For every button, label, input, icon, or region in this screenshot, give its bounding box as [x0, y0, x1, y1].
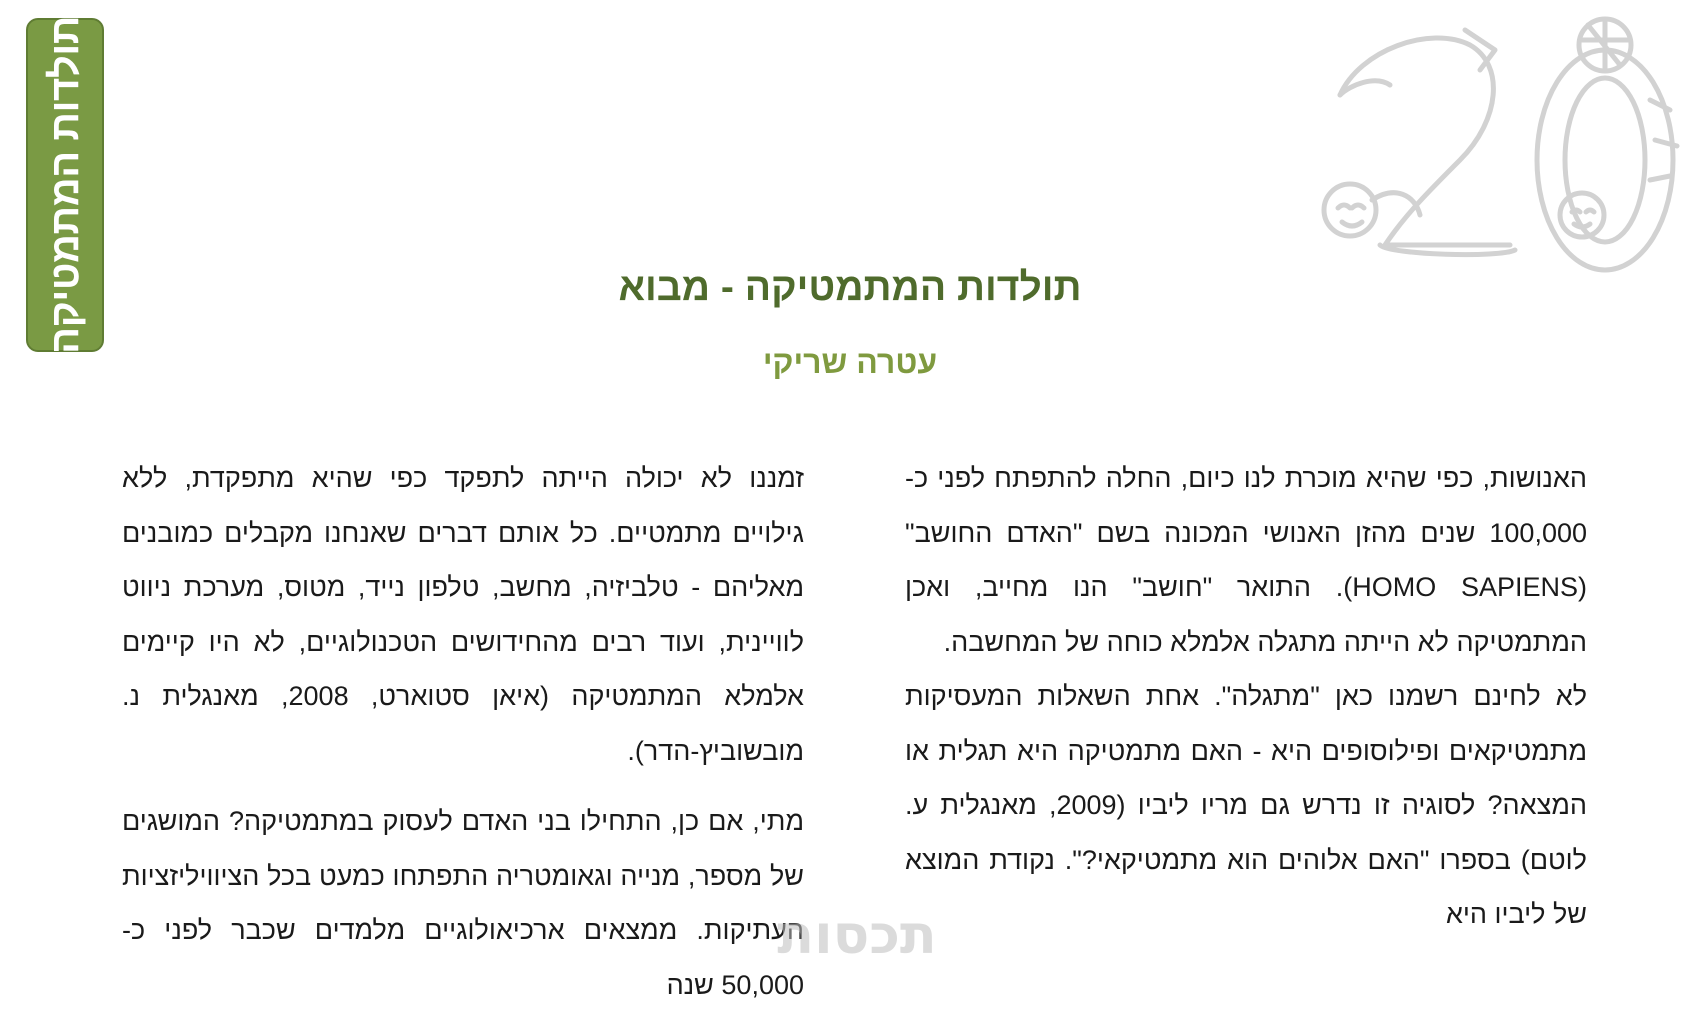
left-column — [122, 451, 804, 1012]
paragraph: לא לחינם רשמנו כאן "מתגלה". אחת השאלות המעסיקות מתמטיקאים ופילוסופים היא - האם מתמטיקה היא תגלית או המצאה? לסוגיה זו נדרש גם מריו ליביו (2009, מאנגלית ע. לוטם) בספרו "האם אלוהים הוא מתמטיקאי?". נקודת המוצא של ליביו היא — [905, 681, 1587, 929]
paragraph: מתי, אם כן, התחילו בני האדם לעסוק במתמטיקה? המושגים של מספר, מנייה וגאומטריה התפתחו כמעט בכל הציוויליזציות העתיקות. ממצאים ארכיאולוגיים מלמדים שכבר לפני כ- 50,000 שנה — [122, 806, 804, 1000]
right-column — [905, 451, 1587, 942]
paragraph: זמננו לא יכולה הייתה לתפקד כפי שהיא מתפקדת, ללא גילויים מתמטיים. כל אותם דברים שאנחנו מקבלים כמובנים מאליהם - טלביזיה, מחשב, טלפון נייד, מטוס, מערכת ניווט לוויינית, ועוד רבים מהחידושים הטכנולוגיים, לא היו קיימים אלמלא המתמטיקה (איאן סטוארט, 2008, מאנגלית נ. מובשוביץ-הדר). — [122, 463, 804, 766]
section-tab-label: תולדות המתמטיקה — [42, 16, 87, 354]
figures-number-20-illustration-icon — [1320, 10, 1695, 290]
page-title: תולדות המתמטיקה - מבוא — [618, 266, 1082, 309]
author-name: עטרה שריקי — [762, 344, 938, 380]
paragraph: האנושות, כפי שהיא מוכרת לנו כיום, החלה להתפתח לפני כ- 100,000 שנים מהזן האנושי המכונה בשם "האדם החושב" (HOMO SAPIENS). התואר "חושב" הנו מחייב, ואכן המתמטיקה לא הייתה מתגלה אלמלא כוחה של המחשבה. — [905, 463, 1587, 657]
watermark-logo: תכסות — [777, 903, 937, 966]
